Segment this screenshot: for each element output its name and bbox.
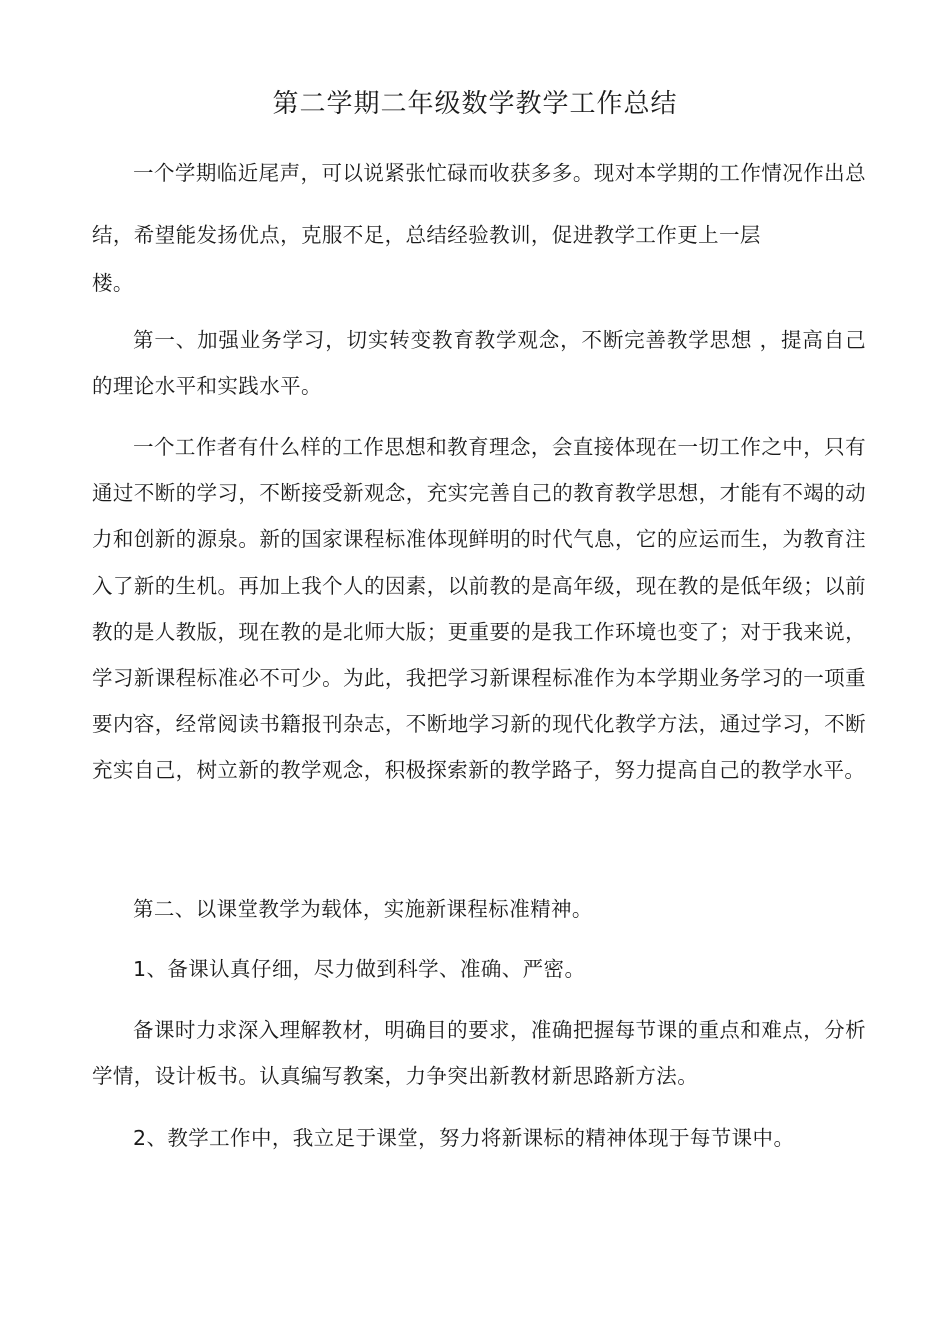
intro-last-line: 楼。: [92, 271, 134, 295]
item-2-heading: 2、教学工作中，我立足于课堂，努力将新课标的精神体现于每节课中。: [133, 1126, 795, 1150]
intro-text: 一个学期临近尾声，可以说紧张忙碌而收获多多。现对本学期的工作情况作出总结，希望能发扬优点，克服不足，总结经验教训，促进教学工作更上一层: [92, 161, 866, 247]
item-1-body: 备课时力求深入理解教材，明确目的要求，准确把握每节课的重点和难点，分析学情，设计板书。认真编写教案，力争突出新教材新思路新方法。: [92, 1018, 866, 1088]
section-2-heading: 第二、以课堂教学为载体，实施新课程标准精神。: [133, 897, 593, 921]
section-1-heading: 第一、加强业务学习，切实转变教育教学观念，不断完善教学思想 ，提高自己的理论水平和实践水平。: [92, 328, 866, 398]
section-1-body: 一个工作者有什么样的工作思想和教育理念，会直接体现在一切工作之中，只有通过不断的学习，不断接受新观念，充实完善自己的教育教学思想，才能有不竭的动力和创新的源泉。新的国家课程标准体现鲜明的时代气息，它的应运而生，为教育注入了新的生机。再加上我个人的因素，以前教的是高年级，现在教的是低年级；以前教的是人教版，现在教的是北师大版；更重要的是我工作环境也变了；对于我来说，学习新课程标准必不可少。为此，我把学习新课程标准作为本学期业务学习的一项重要内容，经常阅读书籍报刊杂志，不断地学习新的现代化教学方法，通过学习，不断充实自己，树立新的教学观念，积极探索新的教学路子，努力提高自己的教学水平。: [92, 435, 866, 783]
item-1-heading: 1、备课认真仔细，尽力做到科学、准确、严密。: [133, 957, 586, 981]
intro-paragraph: [92, 142, 866, 314]
document-title: 第二学期二年级数学教学工作总结: [272, 89, 678, 119]
